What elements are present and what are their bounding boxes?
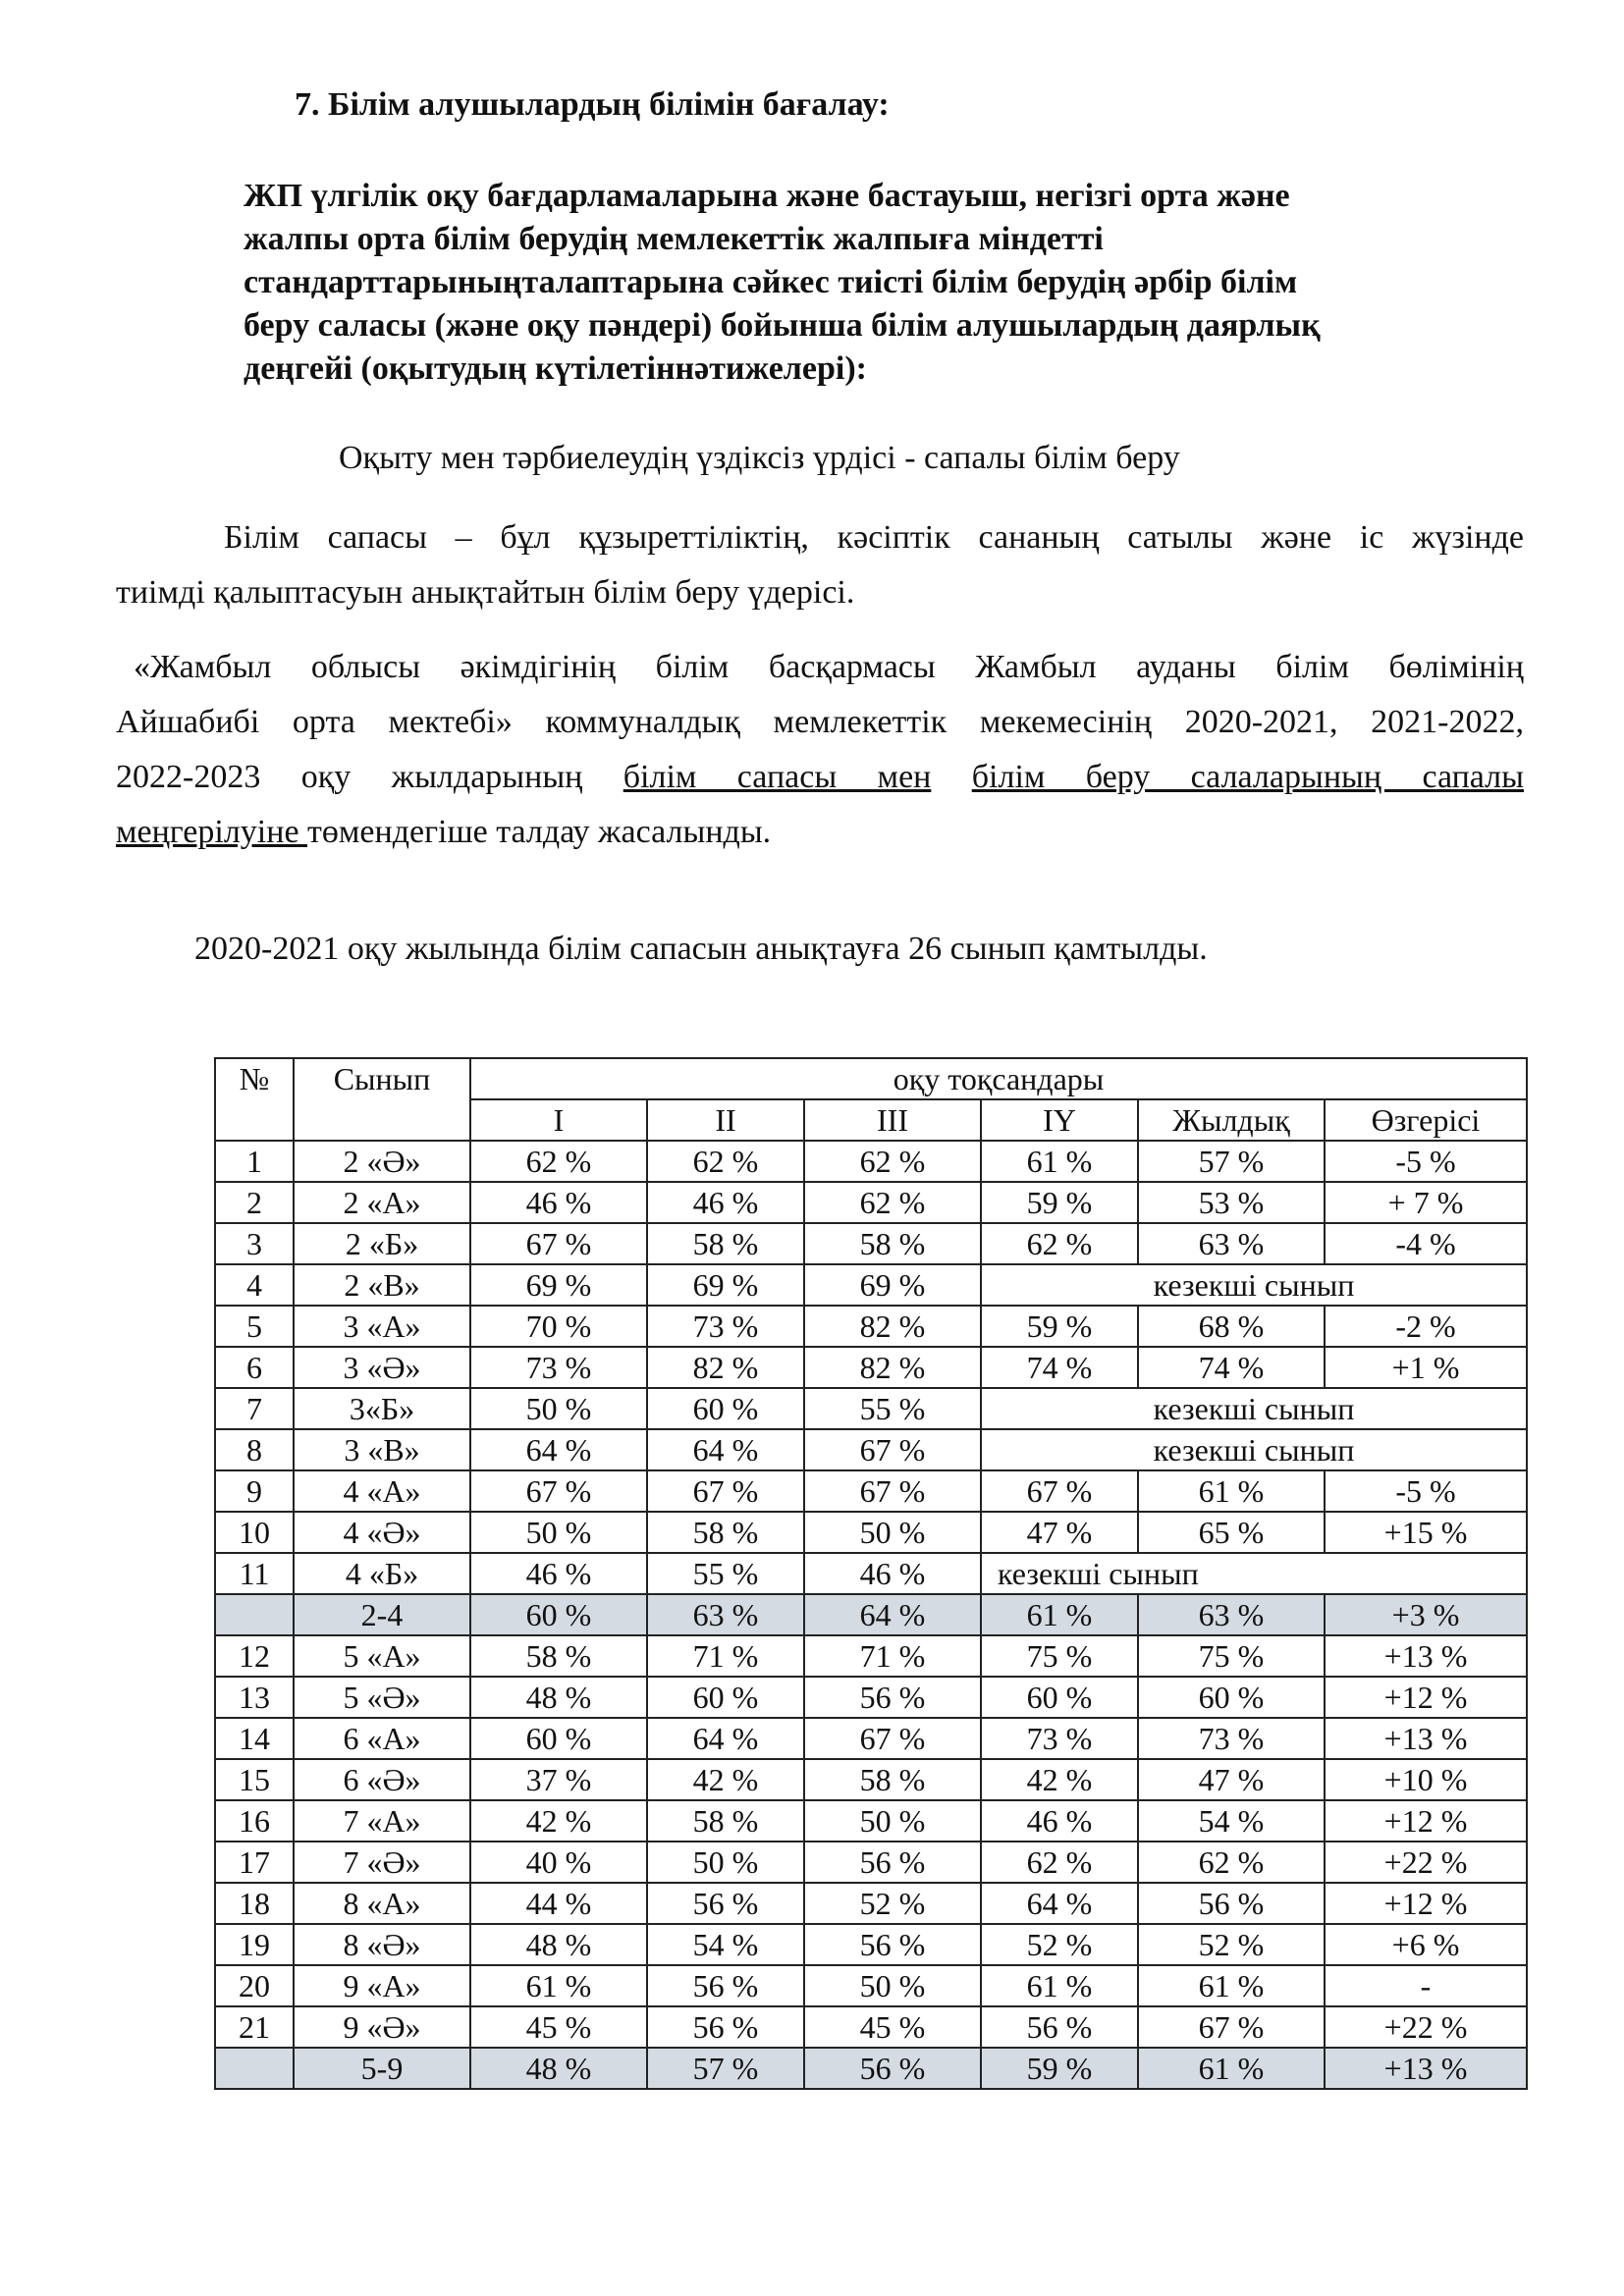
row-number-cell (215, 2048, 294, 2089)
quarter3-cell: 50 % (804, 1512, 981, 1553)
quarter3-cell: 45 % (804, 2006, 981, 2048)
row-number-cell: 17 (215, 1842, 294, 1883)
quarter2-cell: 57 % (647, 2048, 804, 2089)
paragraph-line: Білім сапасы – бұл құзыреттіліктің, кәсіптік сананың сатылы және іс жүзінде (224, 519, 1524, 556)
quarter4-cell: 73 % (981, 1718, 1138, 1759)
quarter2-cell: 64 % (647, 1429, 804, 1470)
table-row (215, 1553, 1527, 1594)
quarter2-cell: 67 % (647, 1470, 804, 1512)
row-number-cell: 4 (215, 1264, 294, 1306)
quarter1-cell: 69 % (470, 1264, 647, 1306)
quarter4-cell: 59 % (981, 2048, 1138, 2089)
text-span: 2022-2023 оқу жылдарының (116, 759, 623, 795)
annual-cell: 75 % (1138, 1635, 1325, 1677)
quarter2-cell: 63 % (647, 1594, 804, 1635)
class-cell: 8 «Ә» (294, 1924, 470, 1965)
row-number-cell: 2 (215, 1182, 294, 1223)
coverage-intro: 2020-2021 оқу жылында білім сапасын анықтауға 26 сынып қамтылды. (194, 931, 1208, 967)
table-row (215, 1842, 1527, 1883)
header-q3: ІІІ (804, 1099, 981, 1141)
quarter2-cell: 73 % (647, 1306, 804, 1347)
annual-cell: 60 % (1138, 1677, 1325, 1718)
class-cell: 5 «А» (294, 1635, 470, 1677)
table-row (215, 1470, 1527, 1512)
annual-cell: 63 % (1138, 1594, 1325, 1635)
quarter1-cell: 40 % (470, 1842, 647, 1883)
quarter3-cell: 56 % (804, 1677, 981, 1718)
change-cell: +13 % (1325, 1635, 1527, 1677)
quarter2-cell: 62 % (647, 1141, 804, 1182)
quarter2-cell: 71 % (647, 1635, 804, 1677)
quarter2-cell: 55 % (647, 1553, 804, 1594)
change-cell: +10 % (1325, 1759, 1527, 1800)
quarter4-cell: 60 % (981, 1677, 1138, 1718)
duty-class-cell: кезекші сынып (981, 1429, 1527, 1470)
motto-line: Оқыту мен тәрбиелеудің үздіксіз үрдісі - сапалы білім беру (339, 440, 1180, 476)
annual-cell: 74 % (1138, 1347, 1325, 1388)
row-number-cell: 21 (215, 2006, 294, 2048)
class-cell: 2 «В» (294, 1264, 470, 1306)
quarter1-cell: 60 % (470, 1594, 647, 1635)
quarter2-cell: 58 % (647, 1512, 804, 1553)
quarter2-cell: 56 % (647, 1965, 804, 2006)
quarter4-cell: 56 % (981, 2006, 1138, 2048)
change-cell: -5 % (1325, 1141, 1527, 1182)
table-body (215, 1141, 1527, 2089)
table-row (215, 1800, 1527, 1842)
quarter3-cell: 67 % (804, 1718, 981, 1759)
table-row (215, 2006, 1527, 2048)
quarter1-cell: 73 % (470, 1347, 647, 1388)
change-cell: + 7 % (1325, 1182, 1527, 1223)
quarter3-cell: 52 % (804, 1883, 981, 1924)
table-row (215, 1429, 1527, 1470)
class-cell: 2 «А» (294, 1182, 470, 1223)
annual-cell: 57 % (1138, 1141, 1325, 1182)
quarter4-cell: 61 % (981, 1141, 1138, 1182)
quarter2-cell: 64 % (647, 1718, 804, 1759)
quarter2-cell: 58 % (647, 1800, 804, 1842)
quarter3-cell: 67 % (804, 1429, 981, 1470)
quarter3-cell: 82 % (804, 1347, 981, 1388)
quarter1-cell: 64 % (470, 1429, 647, 1470)
analysis-paragraph (116, 640, 1524, 860)
quarter3-cell: 58 % (804, 1759, 981, 1800)
quarter4-cell: 46 % (981, 1800, 1138, 1842)
quarter3-cell: 62 % (804, 1141, 981, 1182)
change-cell: +22 % (1325, 2006, 1527, 2048)
class-cell: 3 «Ә» (294, 1347, 470, 1388)
paragraph-line (116, 805, 1524, 860)
quarter3-cell: 50 % (804, 1965, 981, 2006)
annual-cell: 68 % (1138, 1306, 1325, 1347)
class-cell: 3 «В» (294, 1429, 470, 1470)
annual-cell: 56 % (1138, 1883, 1325, 1924)
quarter1-cell: 61 % (470, 1965, 647, 2006)
table-row (215, 1883, 1527, 1924)
quarter3-cell: 69 % (804, 1264, 981, 1306)
duty-class-cell: кезекші сынып (981, 1553, 1527, 1594)
quarter2-cell: 56 % (647, 1883, 804, 1924)
class-cell: 6 «Ә» (294, 1759, 470, 1800)
quarter1-cell: 67 % (470, 1223, 647, 1264)
quarter2-cell: 69 % (647, 1264, 804, 1306)
class-cell: 7 «Ә» (294, 1842, 470, 1883)
annual-cell: 61 % (1138, 1470, 1325, 1512)
annual-cell: 73 % (1138, 1718, 1325, 1759)
change-cell: +12 % (1325, 1883, 1527, 1924)
quarter4-cell: 59 % (981, 1306, 1138, 1347)
underlined-text: білім беру салаларының сапалы (971, 759, 1524, 795)
quarter1-cell: 60 % (470, 1718, 647, 1759)
quarter1-cell: 48 % (470, 1924, 647, 1965)
quarter1-cell: 42 % (470, 1800, 647, 1842)
class-cell: 4 «Б» (294, 1553, 470, 1594)
quarter3-cell: 71 % (804, 1635, 981, 1677)
underlined-text: меңгерілуіне (116, 814, 308, 850)
quarter4-cell: 67 % (981, 1470, 1138, 1512)
quarter1-cell: 48 % (470, 2048, 647, 2089)
quarter2-cell: 56 % (647, 2006, 804, 2048)
row-number-cell: 5 (215, 1306, 294, 1347)
class-cell: 8 «А» (294, 1883, 470, 1924)
section-title: 7. Білім алушылардың білімін бағалау: (295, 86, 890, 123)
paragraph-line: тиімді қалыптасуын анықтайтын білім беру үдерісі. (116, 574, 855, 611)
row-number-cell: 12 (215, 1635, 294, 1677)
table-row (215, 1759, 1527, 1800)
subtotal-row (215, 1594, 1527, 1635)
change-cell: +12 % (1325, 1677, 1527, 1718)
quarter3-cell: 56 % (804, 1842, 981, 1883)
table-row (215, 1718, 1527, 1759)
requirements-line: ЖП үлгілік оқу бағдарламаларына және бастауыш, негізгі орта және (244, 178, 1290, 214)
requirements-line: беру саласы (және оқу пәндері) бойынша білім алушылардың даярлық (244, 307, 1321, 344)
class-cell: 6 «А» (294, 1718, 470, 1759)
underlined-text: білім сапасы мен (623, 759, 932, 795)
change-cell: +3 % (1325, 1594, 1527, 1635)
quarter2-cell: 50 % (647, 1842, 804, 1883)
quarter1-cell: 45 % (470, 2006, 647, 2048)
quarter4-cell: 62 % (981, 1223, 1138, 1264)
text-span (931, 759, 971, 795)
row-number-cell: 18 (215, 1883, 294, 1924)
quarter3-cell: 67 % (804, 1470, 981, 1512)
quarter3-cell: 55 % (804, 1388, 981, 1429)
change-cell: -5 % (1325, 1470, 1527, 1512)
table-row (215, 1965, 1527, 2006)
quarter3-cell: 82 % (804, 1306, 981, 1347)
class-cell: 2 «Ә» (294, 1141, 470, 1182)
quarter4-cell: 61 % (981, 1594, 1138, 1635)
quarter3-cell: 58 % (804, 1223, 981, 1264)
table-row (215, 1924, 1527, 1965)
row-number-cell: 16 (215, 1800, 294, 1842)
class-cell: 5 «Ә» (294, 1677, 470, 1718)
requirements-heading (244, 175, 1520, 391)
row-number-cell: 14 (215, 1718, 294, 1759)
duty-class-cell: кезекші сынып (981, 1388, 1527, 1429)
quarter4-cell: 62 % (981, 1842, 1138, 1883)
row-number-cell: 10 (215, 1512, 294, 1553)
quarter1-cell: 44 % (470, 1883, 647, 1924)
class-cell: 2-4 (294, 1594, 470, 1635)
quarter1-cell: 48 % (470, 1677, 647, 1718)
quarter3-cell: 56 % (804, 2048, 981, 2089)
quarter1-cell: 50 % (470, 1388, 647, 1429)
annual-cell: 52 % (1138, 1924, 1325, 1965)
quarter3-cell: 56 % (804, 1924, 981, 1965)
change-cell: +1 % (1325, 1347, 1527, 1388)
quarter4-cell: 42 % (981, 1759, 1138, 1800)
row-number-cell: 11 (215, 1553, 294, 1594)
row-number-cell: 6 (215, 1347, 294, 1388)
class-cell: 7 «А» (294, 1800, 470, 1842)
annual-cell: 54 % (1138, 1800, 1325, 1842)
table-row (215, 1223, 1527, 1264)
text-span: төмендегіше талдау жасалынды. (307, 814, 772, 850)
annual-cell: 62 % (1138, 1842, 1325, 1883)
quarter2-cell: 54 % (647, 1924, 804, 1965)
quarter4-cell: 64 % (981, 1883, 1138, 1924)
header-quarters: оқу тоқсандары (470, 1058, 1527, 1099)
annual-cell: 65 % (1138, 1512, 1325, 1553)
change-cell: +13 % (1325, 2048, 1527, 2089)
row-number-cell: 19 (215, 1924, 294, 1965)
requirements-line: стандарттарыныңталаптарына сәйкес тиісті білім берудің әрбір білім (244, 264, 1298, 300)
change-cell: +12 % (1325, 1800, 1527, 1842)
class-cell: 5-9 (294, 2048, 470, 2089)
annual-cell: 61 % (1138, 1965, 1325, 2006)
class-cell: 4 «А» (294, 1470, 470, 1512)
class-cell: 3«Б» (294, 1388, 470, 1429)
quarter4-cell: 61 % (981, 1965, 1138, 2006)
quarter2-cell: 60 % (647, 1677, 804, 1718)
quarter2-cell: 46 % (647, 1182, 804, 1223)
table-row (215, 1141, 1527, 1182)
change-cell: +13 % (1325, 1718, 1527, 1759)
table-row (215, 1512, 1527, 1553)
annual-cell: 61 % (1138, 2048, 1325, 2089)
quarter1-cell: 67 % (470, 1470, 647, 1512)
row-number-cell: 9 (215, 1470, 294, 1512)
quarter4-cell: 59 % (981, 1182, 1138, 1223)
quarter1-cell: 62 % (470, 1141, 647, 1182)
quarter3-cell: 64 % (804, 1594, 981, 1635)
quarter3-cell: 50 % (804, 1800, 981, 1842)
paragraph-line: «Жамбыл облысы әкімдігінің білім басқармасы Жамбыл ауданы білім бөлімінің (134, 649, 1524, 685)
header-q1: І (470, 1099, 647, 1141)
change-cell: +22 % (1325, 1842, 1527, 1883)
quarter4-cell: 75 % (981, 1635, 1138, 1677)
quarter4-cell: 47 % (981, 1512, 1138, 1553)
quarter1-cell: 46 % (470, 1182, 647, 1223)
quarter1-cell: 58 % (470, 1635, 647, 1677)
class-cell: 4 «Ә» (294, 1512, 470, 1553)
requirements-line: деңгейі (оқытудың күтілетіннәтижелері): (244, 350, 867, 387)
table-row (215, 1388, 1527, 1429)
table-row (215, 1182, 1527, 1223)
row-number-cell: 15 (215, 1759, 294, 1800)
row-number-cell: 1 (215, 1141, 294, 1182)
paragraph-line: Айшабибі орта мектебі» коммуналдық мемлекеттік мекемесінің 2020-2021, 2021-2022, (116, 704, 1524, 740)
change-cell: +6 % (1325, 1924, 1527, 1965)
quality-table (214, 1057, 1528, 2090)
change-cell: -4 % (1325, 1223, 1527, 1264)
table-row (215, 1306, 1527, 1347)
header-year: Жылдық (1138, 1099, 1325, 1141)
quarter2-cell: 60 % (647, 1388, 804, 1429)
quarter1-cell: 50 % (470, 1512, 647, 1553)
quarter1-cell: 70 % (470, 1306, 647, 1347)
table-row (215, 1264, 1527, 1306)
row-number-cell (215, 1594, 294, 1635)
change-cell: -2 % (1325, 1306, 1527, 1347)
header-class: Сынып (294, 1058, 470, 1141)
class-cell: 9 «А» (294, 1965, 470, 2006)
annual-cell: 53 % (1138, 1182, 1325, 1223)
quarter4-cell: 52 % (981, 1924, 1138, 1965)
quarter4-cell: 74 % (981, 1347, 1138, 1388)
quarter3-cell: 62 % (804, 1182, 981, 1223)
requirements-line: жалпы орта білім берудің мемлекеттік жалпыға міндетті (244, 221, 1104, 257)
class-cell: 3 «А» (294, 1306, 470, 1347)
annual-cell: 47 % (1138, 1759, 1325, 1800)
row-number-cell: 3 (215, 1223, 294, 1264)
row-number-cell: 8 (215, 1429, 294, 1470)
quarter1-cell: 37 % (470, 1759, 647, 1800)
change-cell: - (1325, 1965, 1527, 2006)
subtotal-row (215, 2048, 1527, 2089)
paragraph-line (116, 750, 1524, 805)
quarter2-cell: 58 % (647, 1223, 804, 1264)
quality-definition-paragraph (116, 510, 1524, 620)
quarter1-cell: 46 % (470, 1553, 647, 1594)
quarter2-cell: 42 % (647, 1759, 804, 1800)
annual-cell: 67 % (1138, 2006, 1325, 2048)
annual-cell: 63 % (1138, 1223, 1325, 1264)
header-q4: ІҮ (981, 1099, 1138, 1141)
change-cell: +15 % (1325, 1512, 1527, 1553)
header-change: Өзгерісі (1325, 1099, 1527, 1141)
row-number-cell: 20 (215, 1965, 294, 2006)
duty-class-cell: кезекші сынып (981, 1264, 1527, 1306)
class-cell: 9 «Ә» (294, 2006, 470, 2048)
row-number-cell: 7 (215, 1388, 294, 1429)
class-cell: 2 «Б» (294, 1223, 470, 1264)
header-number: № (215, 1058, 294, 1141)
table-row (215, 1677, 1527, 1718)
table-row (215, 1635, 1527, 1677)
table-row (215, 1347, 1527, 1388)
row-number-cell: 13 (215, 1677, 294, 1718)
header-q2: ІІ (647, 1099, 804, 1141)
quarter2-cell: 82 % (647, 1347, 804, 1388)
quarter3-cell: 46 % (804, 1553, 981, 1594)
